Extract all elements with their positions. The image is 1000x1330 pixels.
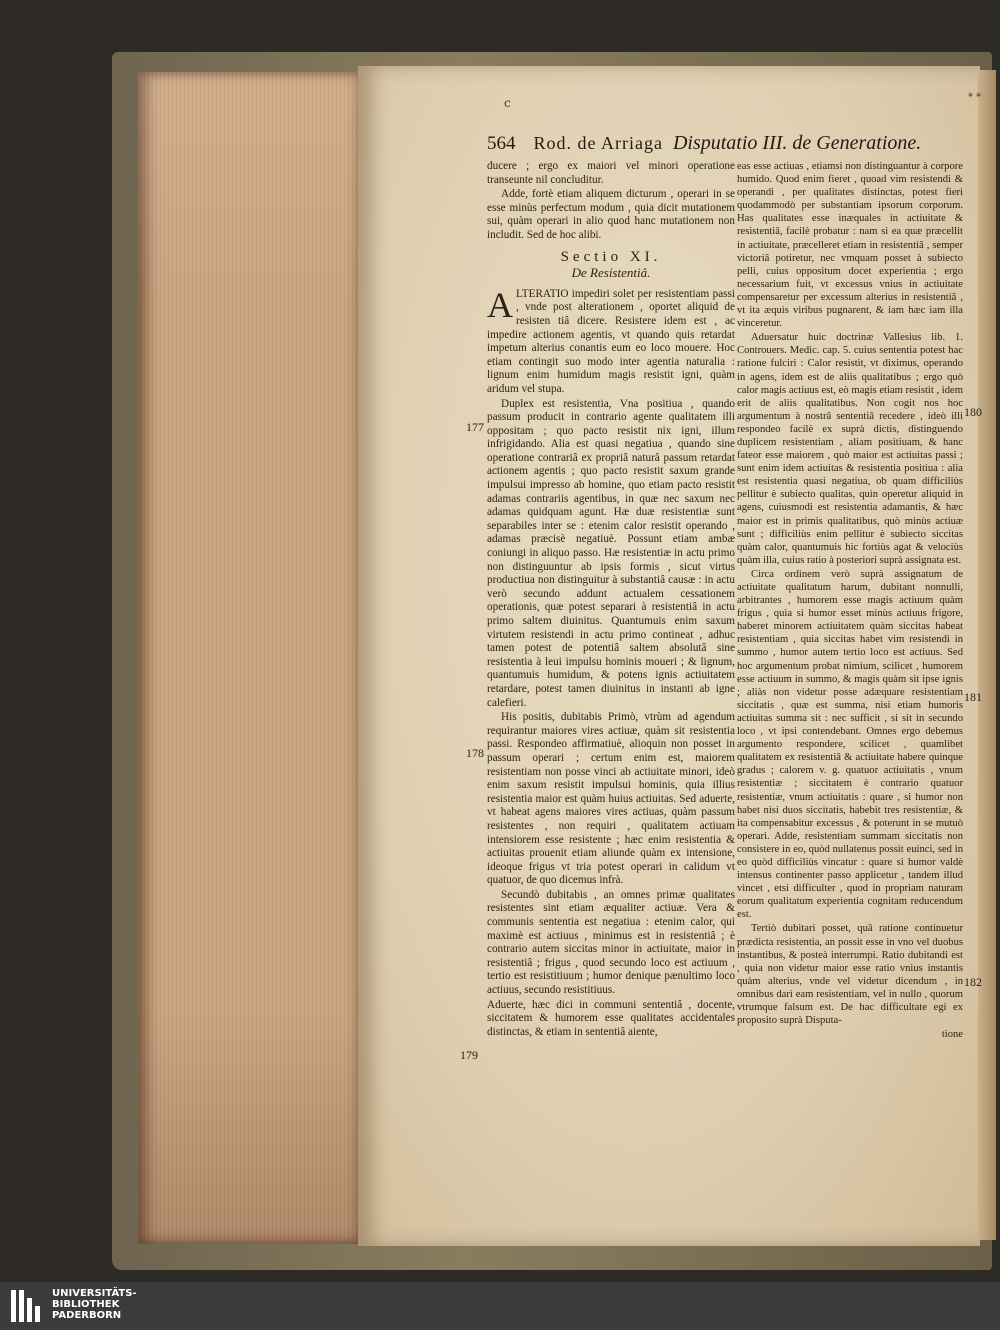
paragraph: Aduerte, hæc dici in communi sententiâ , docente, siccitatem & humorem esse qualitates accidentales distinctas, & etiam in sententiâ aiente, xyxy=(487,998,735,1038)
paragraph xyxy=(487,284,735,397)
margin-number: 181 xyxy=(964,690,982,704)
page-number: 564 xyxy=(487,133,516,154)
paragraph: Circa ordinem verò suprà assignatum de actiuitate qualitatum harum, dubitant nonnulli, arbitrantes , humorem esse magis actiuum quàm frigus , quia si humor esset minùs actiuus frigore, haberet minorem actiuitatem quàm siccitas habeat resistentiam , quia siccitas habet vim resistendi in summo , humor autem tertio loco est actiuus. Sed hoc argumentum probat nimium, scilicet , humorem esse actiuum in summo, & magis quàm sit ipse ignis ; aliàs non videtur posse adæquare resistentiam siccitatis , quæ est summa, nisi etiam humoris actiuitas summa sit : nec sufficit , si sit in secundo loco , vt ipsi contendebant. Omnes ergo debemus argumento respondere, scilicet , quamlibet qualitatem ex resistentiâ & actiuitate habere quinque gradus ; calorem v. g. quatuor actiuitatis , vnum resistentiæ ; siccitatem è contrario quatuor resistentiæ, vnum actiuitatis : quare , si humor non habet nisi duos siccitatis, habebit tres resistentiæ, & ita compensabitur excessus , & poterunt in se mutuò operari. Adde, resistentiam summam siccitatis non consistere in eo, quòd nullatenus possit euinci, sed in eo quòd difficiliùs vincatur : quare si humor valdè intensus continenter passo applicetur , tandem illud vincet , etsi difficulter , quod in propriam naturam eorum qualitatum experientia cognitam reducendum est. xyxy=(737,568,963,921)
paragraph: ducere ; ergo ex maiori vel minori operatione transeunte nil concluditur. xyxy=(487,160,735,186)
running-title: Disputatio III. de Generatione. xyxy=(672,132,922,154)
running-author: Rod. de Arriaga xyxy=(533,133,663,153)
paragraph: Adde, fortè etiam aliquem dicturum , operari in se esse minùs perfectum modum , quia dicit mutationem sui, quàm operari in alio quod hanc mutationem non includit. Sed de hoc alibi. xyxy=(487,188,735,241)
paragraph: His positis, dubitabis Primò, vtrùm ad agendum requirantur maiores vires actiuæ, quàm sit resistentia passi. Respondeo affirmatiuè, alioquin non posset in passum operari ; certum enim est, maiorem resistentiam non posse vinci ab actiuitate minori, ideò enim saxum resistit impulsui hominis, quia illius resistentia maior est quàm huius actiuitas. Sed aduerte, vt habeat agens maiores vires actiuas, quàm passum resistentes , non requiri , qualitatem actiuam intensiorem esse resistente ; hæc enim resistentia & actiuitas prouenit etiam aliunde quàm ex intensione, ideoque frigus vt tria potest operari in calidum vt quatuor, de quo dicemus infrà. xyxy=(487,711,735,887)
page-fore-edge xyxy=(138,72,362,1244)
next-leaf-edge xyxy=(978,70,996,1240)
margin-number: 177 xyxy=(466,420,484,434)
section-title: De Resistentiâ. xyxy=(571,265,651,281)
library-footer xyxy=(0,1282,1000,1330)
text-column-left xyxy=(487,160,735,1242)
paragraph: Aduersatur huic doctrinæ Vallesius lib. 1. Controuers. Medic. cap. 5. cuius sententia potest hac ratione fulciri : Calor resistit, vt diximus, operando in agens, idem est de aliis qualitatibus ; ergo quò calor magis actiuus est, eò magis etiam resistit , idem erit de aliis qualitatibus. Non cogit nos hoc argumentum à nostrâ sententiâ recedere , ideò illi respondeo facilè ex suprà dictis, distinguendo duplicem resistentiam , aliam positiuam, & hanc fateor esse maiorem , quò maior est actiuitas passi ; sunt enim idem actiuitas & resistentia positiua : alia est resistentia quasi negatiua, ob quam difficiliùs pellitur è subiecto qualitas, quin operetur aliquid in agens, cuiusmodi est resistentia adamantis, & hæc maior est in primis qualitatibus, quò minùs actiuæ sunt ; difficiliùs enim pellitur è subiecto siccitas quàm calor, quantumuis hic fortiùs agat & velociùs quàm illa, cuius ratio à posteriori suprà assignata est. xyxy=(737,332,963,566)
paragraph: Secundò dubitabis , an omnes primæ qualitates resistentes sint etiam æqualiter actiuæ. Vera & communis sententia est negatiua : etenim calor, qui maximè est actiuus , minimus est in resistentiâ ; è contrario autem siccitas minor in actiuitate, maior in resistentiâ ; frigus , quod secundo loco est actiuum , tertio est resistitiuum ; humor denique pænultimo loco actiuus, secundo resistitiuus. xyxy=(487,888,735,997)
text-column-right xyxy=(737,160,963,1242)
drop-capital: A xyxy=(487,284,513,325)
paragraph: eas esse actiuas , etiamsi non distinguantur à corpore humido. Quod enim fieret , quoad vim resistendi & operandi , per qualitates distinctas, potest fieri quodammodò per substantiam ipsorum corporum. Has qualitates esse inæquales in actiuitate & resistentiâ, facilè probatur : nam si ea quæ præcellit in actiuitate, præcelleret etiam in resistentiâ , semper victoriâ potiretur, nec vmquam posset à subiecto pelli, cuius oppositum docet experientia ; ergo necessarium fuit, vt excessus vnius in actiuitate compensaretur per excessum alterius in resistentiâ , vt ita æquis viribus pugnarent, & iam hæc iam illa vinceretur. xyxy=(737,161,963,330)
ink-mark: c xyxy=(504,96,511,110)
library-name xyxy=(52,1288,137,1321)
section-heading: Sectio XI. xyxy=(560,248,662,265)
library-name-line: BIBLIOTHEK xyxy=(52,1299,120,1310)
corner-mark: * * xyxy=(968,92,982,103)
paragraph-text: LTERATIO impediri solet per resistentiam passi , vnde post alterationem , oportet aliquid de resisten tiâ dicere. Resistere idem est , ac impedire actionem agentis, vt quando quis retardat impetum alterius conantis eum eo loco mouere. Hoc etiam contingit suo modo inter agentia naturalia : lignum enim humidum magis resistit igni, quàm aridum vel stupa. xyxy=(487,287,735,395)
margin-number: 180 xyxy=(964,405,982,419)
paragraph: Duplex est resistentia, Vna positiua , quando passum producit in contrario agente qualitatem illi oppositam ; quo pacto resistit nix igni, illum infrigidando. Alia est quasi negatiua , quando sine operatione contrariâ ex propriâ naturâ passum retardat actionem agentis ; quo pacto resistit saxum grande impulsui impresso ab homine, quo etiam pacto resistit adamas contrariis agentibus, in quæ nec saxum nec adamas quidquam agunt. Hæ duæ resistentiæ sunt separabiles inter se : etenim calor resistit operando , adamas præcisè negatiuè. Possunt etiam ambæ coniungi in aliquo passo. Hæ resistentiæ in actu primo non distinguuntur ab ipsis formis , sicut virtus productiua non distinguitur à substantiâ causæ : in actu verò secundo addunt actualem cessationem operationis, quæ potest separari à resistentiâ in actu primo saltem diuinitus. Quantumuis enim saxum virtutem resistendi in actu primo contineat , adhuc tamen potest de potentiâ saltem absolutâ sine resistentia à leui impulsu hominis moueri ; & lignum, quantumuis humidum, & potens ignis actiuitatem retardare, potest tamen diuinitus in instanti ab igne calefieri. xyxy=(487,397,735,709)
library-name-line: PADERBORN xyxy=(52,1310,122,1321)
paragraph: Tertiò dubitari posset, quâ ratione continuetur prædicta resistentia, an possit esse in vno vel duobus instantibus, & posteà interrumpi. Ratio dubitandi est , quia non videtur maior esse ratio vnius instantis quàm alterius, vnde vel videtur dicendum , in omnibus dari eam resistentiam, vel in nullo , quorum vtrumque falsum est. De hac difficultate egi ex proposito suprà Disputa- xyxy=(737,923,963,1027)
catchword: tione xyxy=(941,1029,963,1041)
library-name-line: UNIVERSITÄTS- xyxy=(52,1288,137,1299)
library-logo-icon xyxy=(11,1290,43,1322)
margin-number: 182 xyxy=(964,975,982,989)
margin-number: 178 xyxy=(466,746,484,760)
running-header xyxy=(487,132,967,158)
margin-number: 179 xyxy=(460,1048,478,1062)
